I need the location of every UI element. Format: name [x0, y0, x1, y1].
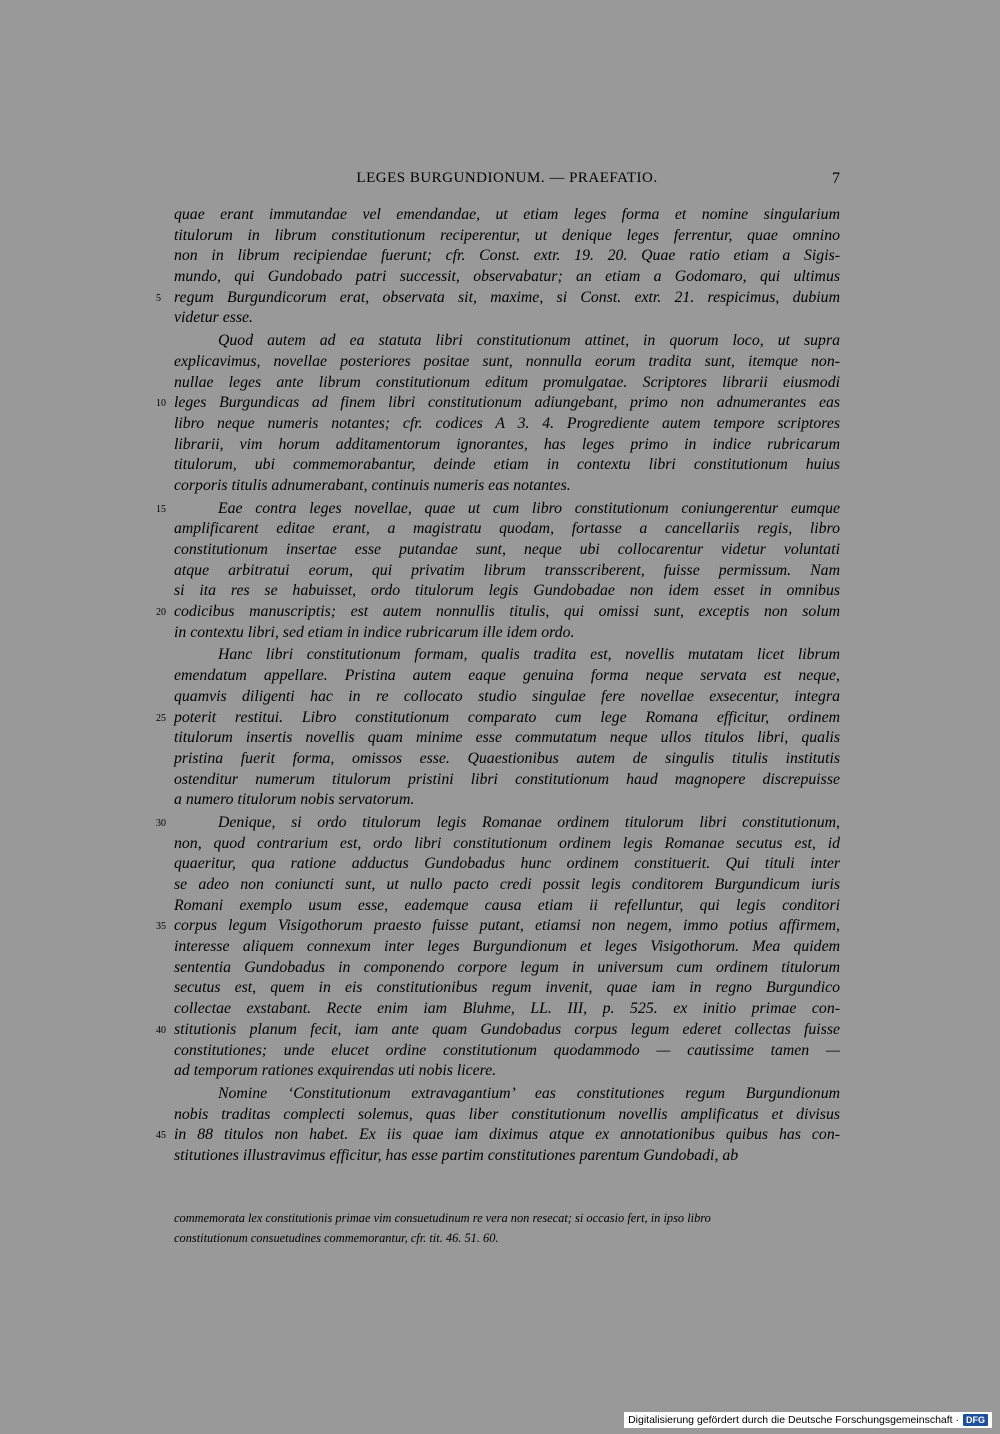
text-line — [174, 834, 840, 855]
line-number: 20 — [156, 607, 166, 619]
text-line-content: non in librum recipiendae fuerunt; cfr. Const. extr. 19. 20. Quae ratio etiam a Sigis- — [174, 247, 840, 265]
text-line-content: poterit restitui. Libro constitutionum comparato cum lege Romana efficitur, ordinem — [174, 708, 840, 726]
text-line — [174, 1084, 840, 1105]
text-line-content: in 88 titulos non habet. Ex iis quae iam diximus atque ex annotationibus quibus has con- — [174, 1126, 840, 1144]
footnote-line: commemorata lex constitutionis primae vim consuetudinum re vera non resecat; si occasio fert, in ipso libro — [174, 1211, 711, 1225]
line-number: 30 — [156, 817, 166, 829]
paragraph — [156, 331, 840, 497]
credit-text: Digitalisierung gefördert durch die Deutsche Forschungsgemeinschaft · — [628, 1414, 959, 1426]
text-line — [156, 1020, 840, 1041]
text-line-content: corpus legum Visigothorum praesto fuisse putant, etiamsi non negem, immo potius affirmem, — [174, 917, 840, 935]
text-line — [156, 602, 840, 623]
text-line — [174, 561, 840, 582]
text-line-content: sententia Gundobadus in componendo corpore legum in universum cum ordinem titulorum — [174, 958, 840, 976]
text-line-content: amplificarent editae erant, a magistratu quodam, fortasse a cancellariis regis, libro — [174, 520, 840, 538]
text-line — [174, 1061, 840, 1082]
text-line — [174, 331, 840, 352]
page-number: 7 — [832, 170, 840, 187]
text-line — [156, 393, 840, 414]
text-line-content: quae erant immutandae vel emendandae, ut etiam leges forma et nomine singularium — [174, 206, 840, 223]
text-line — [174, 352, 840, 373]
text-line — [156, 288, 840, 309]
line-number: 45 — [156, 1130, 166, 1142]
text-line-content: si ita res se habuisset, ordo titulorum legis Gundobadae non idem esset in omnibus — [174, 582, 840, 600]
text-line-content: a numero titulorum nobis servatorum. — [174, 791, 415, 809]
text-line — [174, 476, 840, 497]
text-line-content: leges Burgundicas ad finem libri constitutionum adiungebant, primo non adnumerantes eas — [174, 394, 840, 412]
text-line — [174, 749, 840, 770]
text-line — [174, 1105, 840, 1126]
text-line — [174, 937, 840, 958]
text-line-content: nullae leges ante librum constitutionum editum promulgatae. Scriptores librarii eiusmodi — [174, 373, 840, 391]
text-line-content: Quod autem ad ea statuta libri constitutionum attinet, in quorum loco, ut supra — [218, 332, 840, 350]
running-header — [174, 170, 840, 190]
text-line — [174, 999, 840, 1020]
text-line — [174, 854, 840, 875]
text-line-content: pristina fuerit forma, omissos esse. Quaestionibus autem de singulis titulis institutis — [174, 749, 840, 767]
text-line-content: libro neque numeris notantes; cfr. codices A 3. 4. Progrediente autem tempore scriptores — [174, 414, 840, 432]
text-line-content: explicavimus, novellae posteriores positae sunt, nonnulla eorum tradita sunt, itemque non- — [174, 352, 840, 370]
text-line — [174, 958, 840, 979]
digitization-credit — [624, 1412, 992, 1428]
text-line — [174, 623, 840, 644]
main-text — [156, 205, 840, 1169]
line-number: 10 — [156, 398, 166, 410]
text-line — [174, 226, 840, 247]
text-line-content: stitutiones illustravimus efficitur, has esse partim constitutiones parentum Gundobadi, ab — [174, 1146, 739, 1164]
text-line-content: corporis titulis adnumerabant, continuis numeris eas notantes. — [174, 476, 571, 494]
text-line-content: in contextu libri, sed etiam in indice rubricarum ille idem ordo. — [174, 623, 575, 641]
text-line — [174, 581, 840, 602]
text-line-content: Hanc libri constitutionum formam, qualis tradita est, novellis mutatam licet librum — [218, 646, 840, 664]
text-line-content: nobis traditas complecti solemus, quas liber constitutionum novellis amplificatus et divisus — [174, 1105, 840, 1123]
footnote — [174, 1208, 840, 1248]
dfg-logo: DFG — [963, 1414, 988, 1426]
text-line — [174, 414, 840, 435]
text-line-content: constitutiones; unde elucet ordine constitutionum quodammodo — cautissime tamen — — [174, 1041, 840, 1059]
text-line-content: mundo, qui Gundobado patri successit, observabatur; an etiam a Godomaro, qui ultimus — [174, 268, 840, 286]
text-line — [174, 373, 840, 394]
text-line — [174, 978, 840, 999]
paragraph — [156, 645, 840, 811]
text-line — [174, 645, 840, 666]
text-line-content: emendatum appellare. Pristina autem eaque genuina forma neque servata est neque, — [174, 667, 840, 685]
text-line-content: stitutionis planum fecit, iam ante quam Gundobadus corpus legum ederet collectas fuisse — [174, 1020, 840, 1038]
text-line — [174, 540, 840, 561]
text-line-content: secutus est, quem in eis constitutionibus regum invenit, quae iam in regno Burgundico — [174, 979, 840, 997]
text-line — [174, 770, 840, 791]
text-line — [174, 205, 840, 226]
text-line-content: constitutionum insertae esse putandae sunt, neque ubi collocarentur videtur voluntati — [174, 541, 840, 558]
text-line-content: titulorum insertis novellis quam minime esse commutatum neque ullos titulos libri, qualis — [174, 729, 840, 747]
text-line-content: titulorum, ubi commemorabantur, deinde etiam in contextu libri constitutionum huius — [174, 456, 840, 474]
text-line — [174, 1146, 840, 1167]
text-line-content: titulorum in librum constitutionum reciperentur, ut denique leges ferrentur, quae omnino — [174, 226, 840, 244]
line-number: 5 — [156, 292, 161, 304]
paragraph — [156, 499, 840, 644]
text-line-content: atque arbitratui eorum, qui privatim librum transscriberent, fuisse permissum. Nam — [174, 561, 840, 579]
text-line-content: regum Burgundicorum erat, observata sit, maxime, si Const. extr. 21. respicimus, dubium — [174, 288, 840, 306]
text-line-content: videtur esse. — [174, 309, 253, 327]
text-line — [156, 499, 840, 520]
line-number: 25 — [156, 712, 166, 724]
text-line — [156, 1125, 840, 1146]
text-line-content: Romani exemplo usum esse, eademque causa etiam ii refelluntur, qui legis conditori — [174, 896, 840, 914]
text-line — [174, 246, 840, 267]
text-line — [174, 308, 840, 329]
text-line — [174, 728, 840, 749]
text-line-content: collectae exstabant. Recte enim iam Bluhme, LL. III, p. 525. ex initio primae con- — [174, 1000, 840, 1018]
text-line — [174, 666, 840, 687]
text-line — [174, 790, 840, 811]
text-line-content: codicibus manuscriptis; est autem nonnullis titulis, qui omissi sunt, exceptis non solum — [174, 603, 840, 621]
text-line-content: ostenditur numerum titulorum pristini libri constitutionum haud magnopere discrepuisse — [174, 770, 840, 788]
text-line — [174, 455, 840, 476]
text-line — [174, 687, 840, 708]
text-line — [174, 1041, 840, 1062]
text-line-content: quamvis diligenti hac in re collocato studio singulae fere novellae exsecentur, integra — [174, 687, 840, 705]
line-number: 40 — [156, 1024, 166, 1036]
paragraph — [156, 205, 840, 329]
text-line — [156, 916, 840, 937]
text-line — [174, 267, 840, 288]
text-line-content: quaeritur, qua ratione adductus Gundobadus hunc ordinem constituerit. Qui tituli inter — [174, 855, 840, 873]
text-line — [174, 435, 840, 456]
text-line-content: librarii, vim horum additamentorum ignorantes, has leges primo in indice rubricarum — [174, 435, 840, 453]
line-number: 35 — [156, 921, 166, 933]
text-line — [174, 875, 840, 896]
text-line-content: se adeo non coniuncti sunt, ut nullo pacto credi possit legis conditorem Burgundicum iuris — [174, 876, 840, 893]
text-line-content: interesse aliquem connexum inter leges Burgundionum et leges Visigothorum. Mea quidem — [174, 938, 840, 956]
text-line — [156, 813, 840, 834]
text-line — [174, 896, 840, 917]
footnote-line: constitutionum consuetudines commemorantur, cfr. tit. 46. 51. 60. — [174, 1231, 499, 1245]
text-line — [174, 519, 840, 540]
line-number: 15 — [156, 503, 166, 515]
text-line-content: Eae contra leges novellae, quae ut cum libro constitutionum coniungerentur eumque — [218, 499, 840, 517]
text-line-content: ad temporum rationes exquirendas uti nobis licere. — [174, 1062, 497, 1080]
paragraph — [156, 1084, 840, 1167]
text-line-content: Nomine ‘Constitutionum extravagantium’ eas constitutiones regum Burgundionum — [218, 1084, 840, 1102]
text-line-content: Denique, si ordo titulorum legis Romanae ordinem titulorum libri constitutionum, — [218, 813, 840, 831]
text-line-content: non, quod contrarium est, ordo libri constitutionum ordinem legis Romanae secutus est, id — [174, 834, 840, 852]
text-line — [156, 708, 840, 729]
running-title: LEGES BURGUNDIONUM. — PRAEFATIO. — [356, 170, 658, 186]
paragraph — [156, 813, 840, 1082]
